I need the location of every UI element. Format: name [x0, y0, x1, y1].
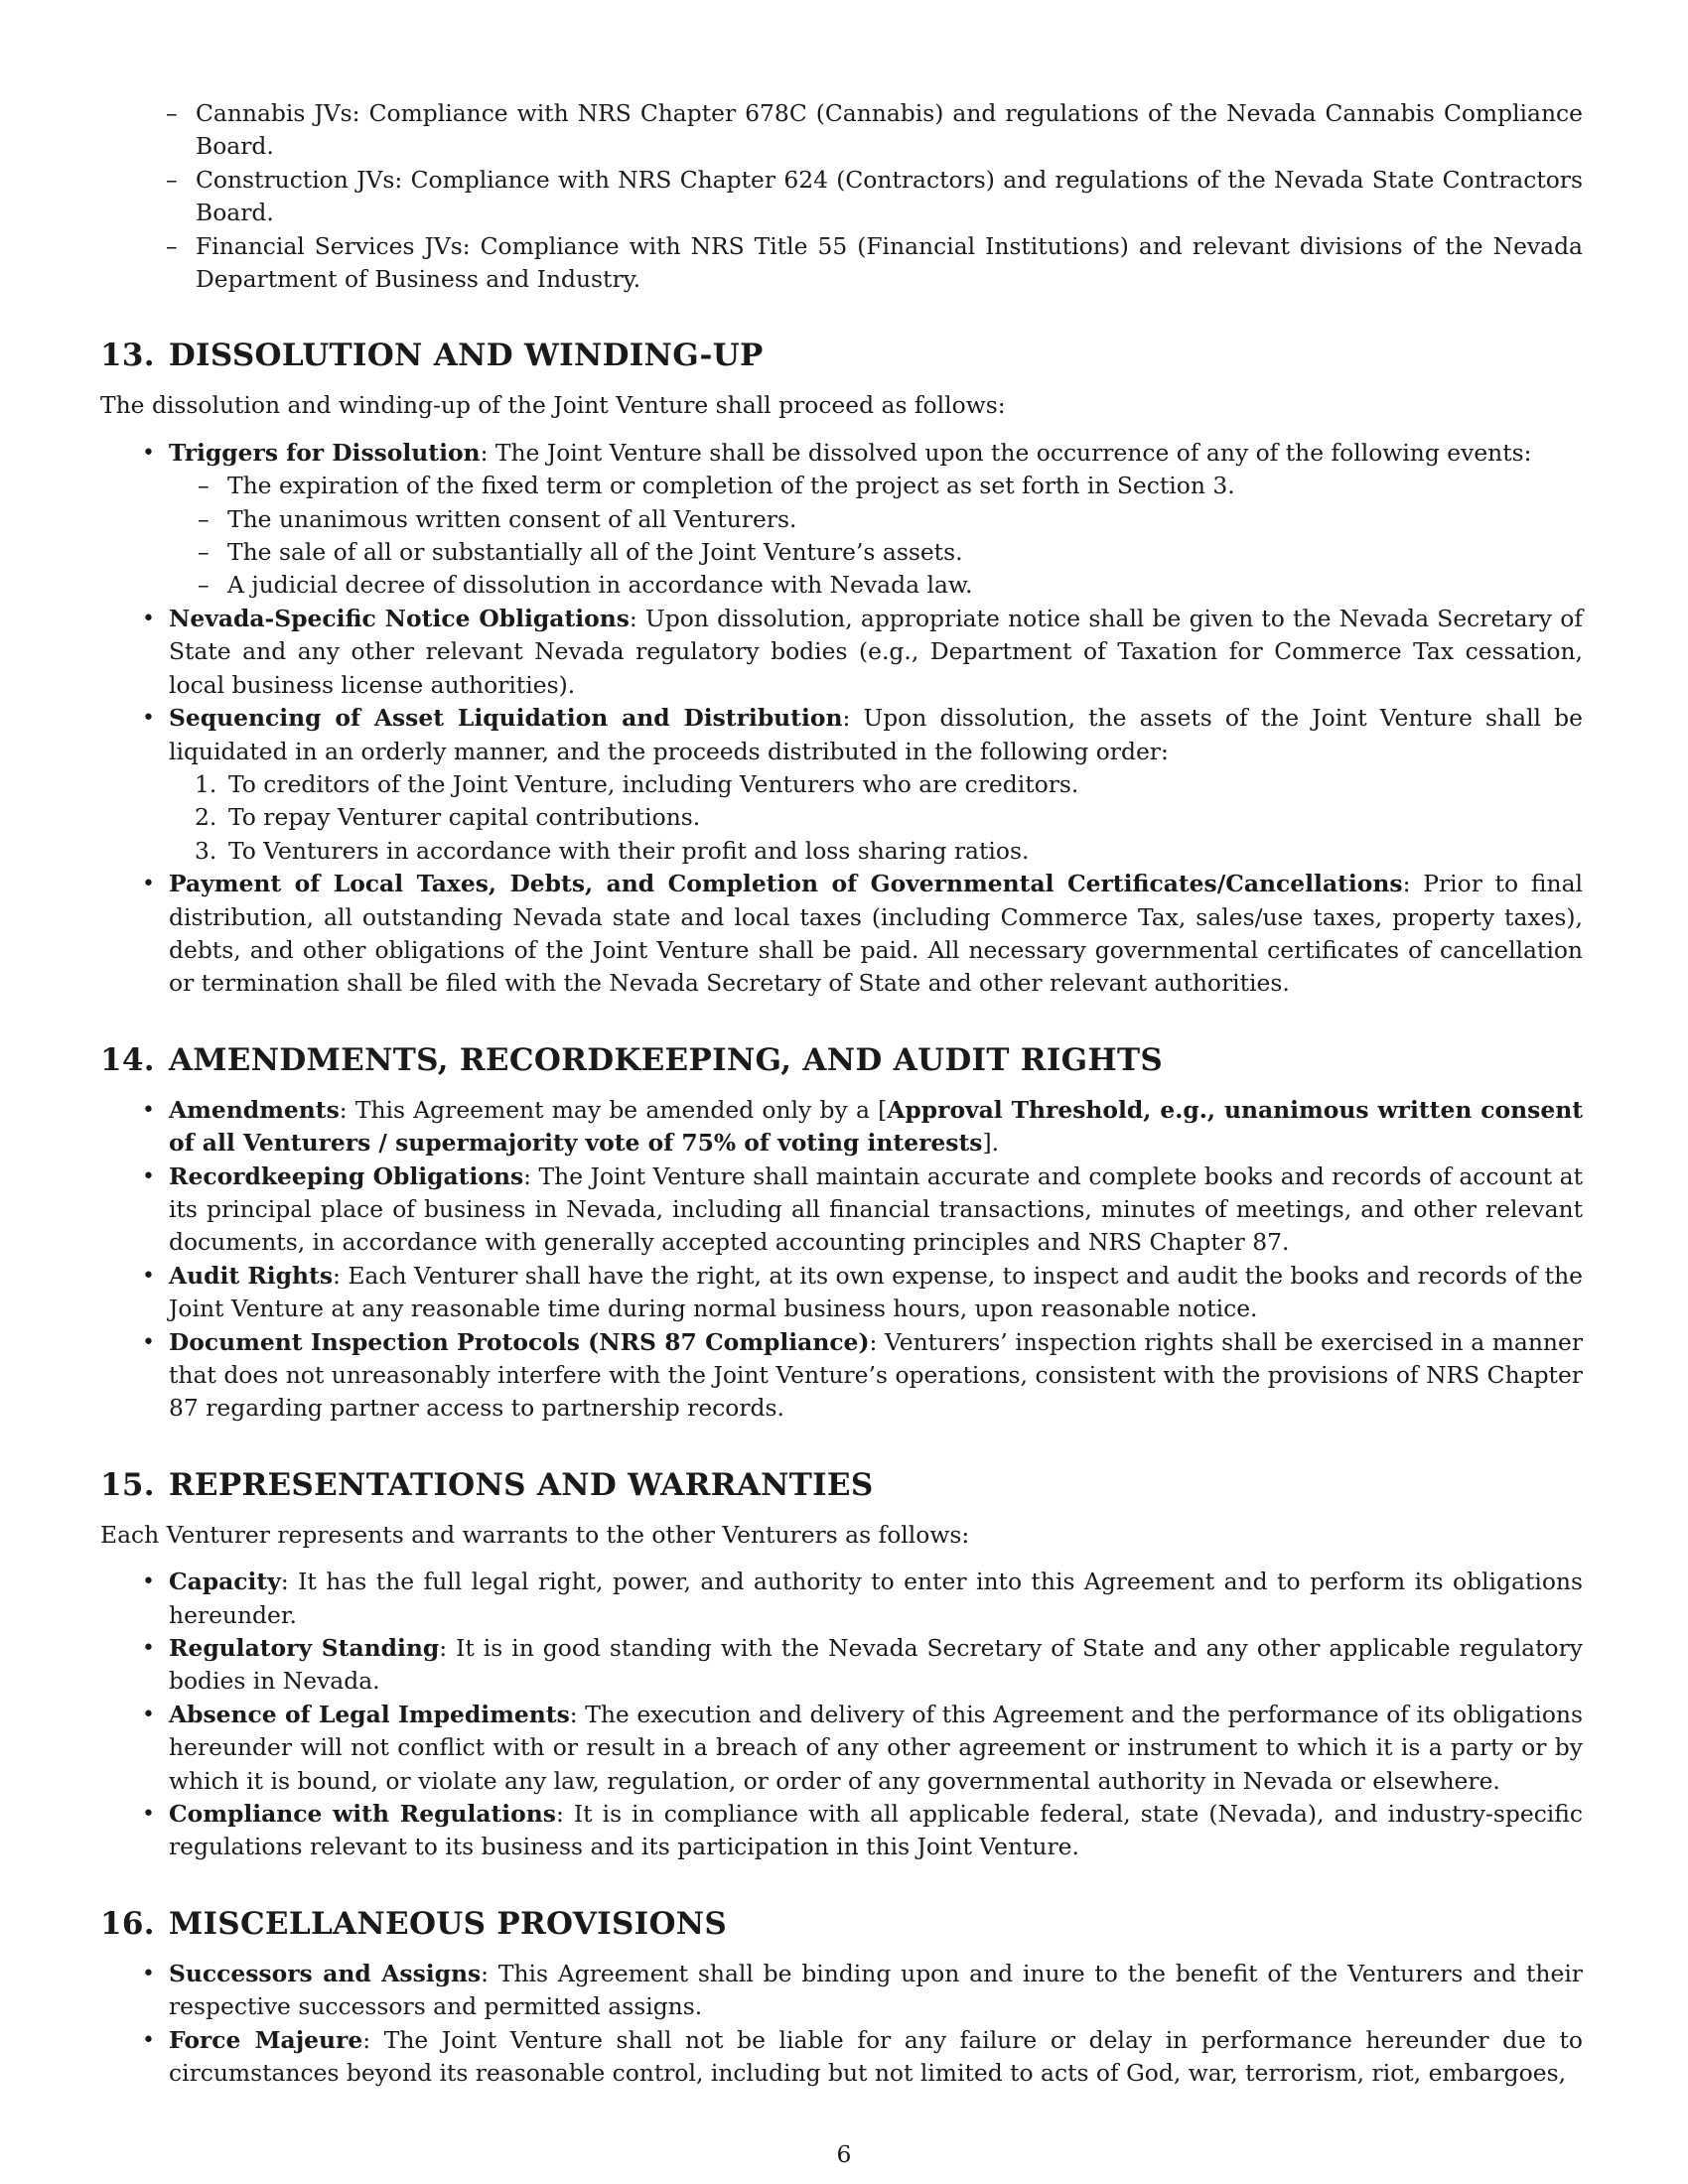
- section-heading-14: 14. AMENDMENTS, RECORDKEEPING, AND AUDIT RIGHTS: [100, 1041, 1164, 1078]
- list-item: • Absence of Legal Impediments: The execution and delivery of this Agreement and the performance of its obligations hereunder will not conflict with or result in a breach of any other agreement or instrument to which it is a party or by which it is bound, or violate any law, regulation, or order of any governmental authority in Nevada or elsewhere.: [142, 1700, 1583, 1795]
- list-item: • Regulatory Standing: It is in good standing with the Nevada Secretary of State and any other applicable regulatory bodies in Nevada.: [142, 1634, 1583, 1696]
- list-item: 2. To repay Venturer capital contributions.: [195, 803, 701, 832]
- list-item: • Force Majeure: The Joint Venture shall not be liable for any failure or delay in performance hereunder due to circumstances beyond its reasonable control, including but not limited to acts of God, war, terrorism, riot, embargoes,: [142, 2025, 1584, 2088]
- term-label: Capacity: [169, 1568, 281, 1596]
- section-15-list: [100, 1566, 1583, 1864]
- term-label: Payment of Local Taxes, Debts, and Completion of Governmental Certificates/Cancellations: [169, 870, 1403, 898]
- list-item: – The sale of all or substantially all of the Joint Venture’s assets.: [198, 538, 963, 567]
- term-label: Successors and Assigns: [169, 1959, 482, 1987]
- list-item: – A judicial decree of dissolution in accordance with Nevada law.: [198, 571, 973, 600]
- list-item: • Nevada-Specific Notice Obligations: Upon dissolution, appropriate notice shall be given to the Nevada Secretary of State and any other relevant Nevada regulatory bodies (e.g., Department of Taxation for Commerce Tax cessation, local business license authorities).: [142, 604, 1583, 699]
- list-item: 3. To Venturers in accordance with their profit and loss sharing ratios.: [195, 836, 1030, 865]
- list-item: • Triggers for Dissolution: The Joint Venture shall be dissolved upon the occurrence of any of the following events: – The expiration of the fixed term or completion of the project as set forth in Section 3. – The unanimous written consent of all Venturers. – The sale of all or substantially all of the Joint Venture’s assets. – A judicial decree of dissolution in accordance with Nevada law.: [169, 437, 1583, 603]
- page-number: 6: [836, 2140, 852, 2168]
- list-item: • Successors and Assigns: This Agreement shall be binding upon and inure to the benefit of the Venturers and their respective successors and permitted assigns.: [142, 1959, 1583, 2021]
- list-item: • Audit Rights: Each Venturer shall have the right, at its own expense, to inspect and audit the books and records of the Joint Venture at any reasonable time during normal business hours, upon reasonable notice.: [142, 1261, 1583, 1323]
- section-heading-13: 13. DISSOLUTION AND WINDING-UP: [100, 338, 764, 374]
- section-14-list: [100, 1094, 1583, 1426]
- section-intro: Each Venturer represents and warrants to the other Venturers as follows:: [100, 1520, 970, 1549]
- list-item: – Financial Services JVs: Compliance with NRS Title 55 (Financial Institutions) and relevant divisions of the Nevada Department of Business and Industry.: [166, 231, 1583, 294]
- term-label: Sequencing of Asset Liquidation and Distribution: [169, 704, 843, 733]
- industry-compliance-list: [100, 97, 1583, 296]
- section-heading-16: 16. MISCELLANEOUS PROVISIONS: [100, 1905, 728, 1942]
- term-label: Nevada-Specific Notice Obligations: [169, 604, 630, 632]
- list-item: – The unanimous written consent of all Venturers.: [198, 504, 797, 533]
- distribution-order-list: [169, 768, 1583, 868]
- section-intro: The dissolution and winding-up of the Joint Venture shall proceed as follows:: [100, 391, 1006, 420]
- term-label: Triggers for Dissolution: [169, 438, 481, 467]
- list-item: • Document Inspection Protocols (NRS 87 Compliance): Venturers’ inspection rights shall be exercised in a manner that does not unreasonably interfere with the Joint Venture’s operations, consistent with the provisions of NRS Chapter 87 regarding partner access to partnership records.: [142, 1327, 1584, 1423]
- term-label: Recordkeeping Obligations: [169, 1161, 524, 1190]
- list-item: – The expiration of the fixed term or completion of the project as set forth in Section 3.: [198, 472, 1235, 500]
- section-heading-15: 15. REPRESENTATIONS AND WARRANTIES: [100, 1466, 874, 1503]
- section-16-list: [100, 1958, 1583, 2091]
- list-item: – Construction JVs: Compliance with NRS Chapter 624 (Contractors) and regulations of the Nevada State Contractors Board.: [166, 165, 1583, 227]
- term-label: Absence of Legal Impediments: [169, 1700, 570, 1728]
- list-item: • Amendments: This Agreement may be amended only by a [Approval Threshold, e.g., unanimous written consent of all Venturers / supermajority vote of 75% of voting interests].: [142, 1095, 1584, 1158]
- term-label: Force Majeure: [169, 2025, 363, 2054]
- section-13-list: [100, 437, 1583, 1001]
- term-label: Amendments: [169, 1095, 340, 1124]
- list-item: 1. To creditors of the Joint Venture, including Venturers who are creditors.: [195, 769, 1079, 798]
- list-item: – Cannabis JVs: Compliance with NRS Chapter 678C (Cannabis) and regulations of the Nevada Cannabis Compliance Board.: [166, 99, 1583, 161]
- term-label: Regulatory Standing: [169, 1634, 440, 1663]
- dissolution-triggers-list: [169, 470, 1583, 603]
- list-item: • Payment of Local Taxes, Debts, and Completion of Governmental Certificates/Cancellations: Prior to final distribution, all outstanding Nevada state and local taxes (including Commerce Tax, sales/use taxes, property taxes), debts, and other obligations of the Joint Venture shall be paid. All necessary governmental certificates of cancellation or termination shall be filed with the Nevada Secretary of State and other relevant authorities.: [142, 870, 1583, 998]
- list-item: • Recordkeeping Obligations: The Joint Venture shall maintain accurate and complete books and records of account at its principal place of business in Nevada, including all financial transactions, minutes of meetings, and other relevant documents, in accordance with generally accepted accounting principles and NRS Chapter 87.: [142, 1161, 1583, 1257]
- list-item: • Compliance with Regulations: It is in compliance with all applicable federal, state (Nevada), and industry-specific regulations relevant to its business and its participation in this Joint Venture.: [142, 1800, 1583, 1861]
- approval-threshold-placeholder: Approval Threshold, e.g., unanimous written consent of all Venturers / supermajority vote of 75% of voting interests: [169, 1095, 1584, 1158]
- term-label: Compliance with Regulations: [169, 1800, 556, 1829]
- list-item: • Capacity: It has the full legal right, power, and authority to enter into this Agreement and to perform its obligations hereunder.: [142, 1568, 1583, 1629]
- term-label: Document Inspection Protocols (NRS 87 Compliance): [169, 1327, 870, 1356]
- list-item: • Sequencing of Asset Liquidation and Distribution: Upon dissolution, the assets of the Joint Venture shall be liquidated in an orderly manner, and the proceeds distributed in the following order: 1. To creditors of the Joint Venture, including Venturers who are creditors. 2. To repay Venturer capital contributions. 3. To Venturers in accordance with their profit and loss sharing ratios.: [169, 702, 1583, 868]
- term-label: Audit Rights: [169, 1261, 334, 1290]
